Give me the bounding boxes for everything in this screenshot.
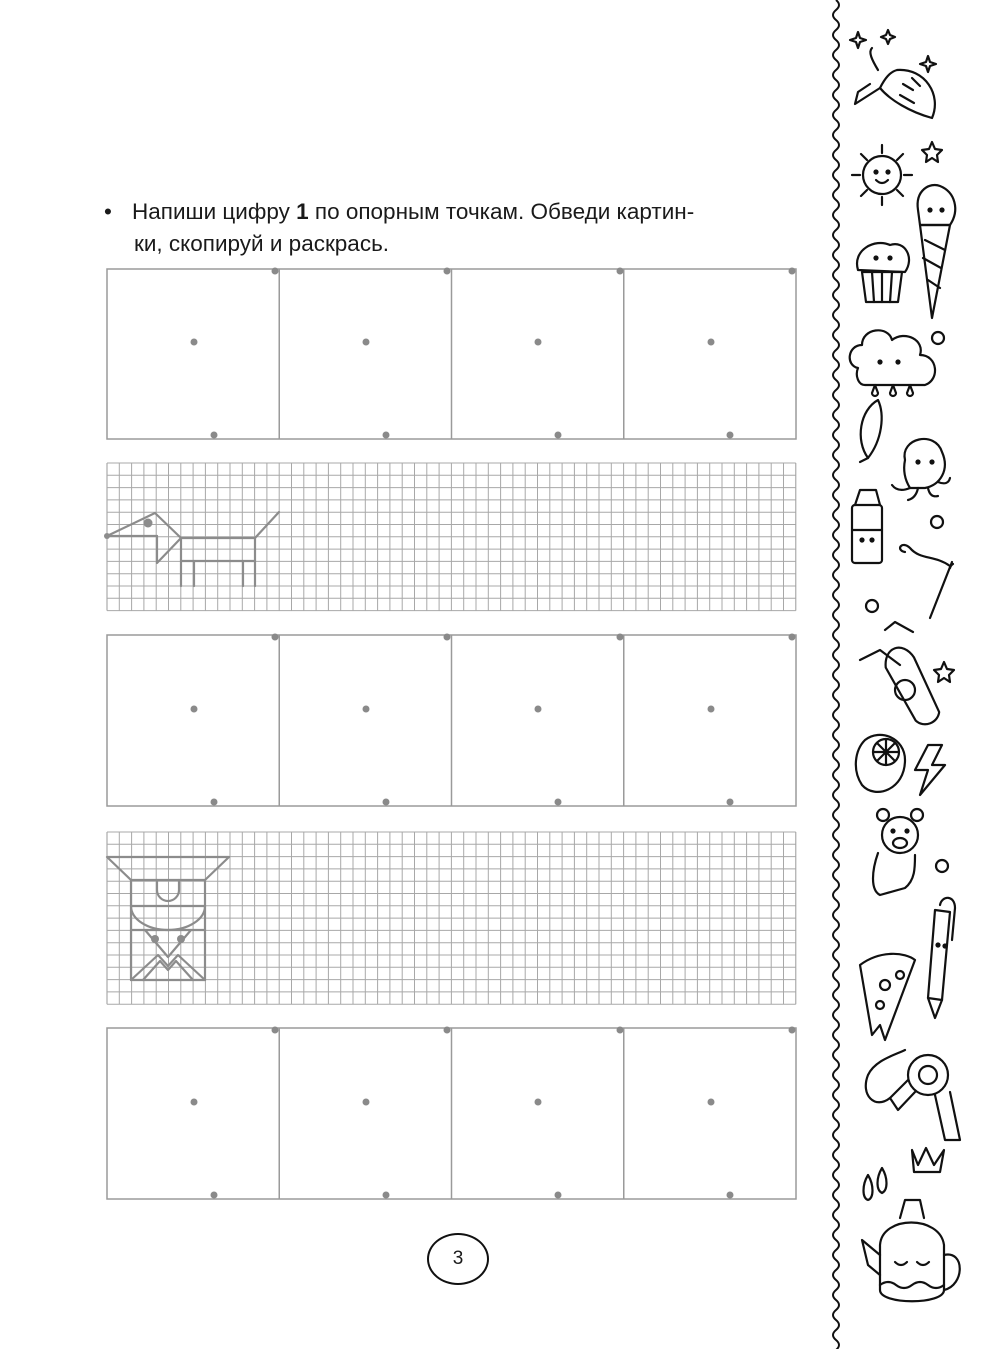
bear-icon bbox=[873, 809, 923, 895]
star-icon-2 bbox=[934, 662, 954, 682]
cloud-icon bbox=[850, 330, 935, 396]
reference-dots-row-2 bbox=[191, 634, 796, 806]
wavy-divider bbox=[833, 0, 839, 1349]
writing-row-2[interactable] bbox=[107, 635, 796, 806]
instruction-digit: 1 bbox=[296, 199, 309, 224]
teapot-icon bbox=[862, 1200, 960, 1301]
lightning-icon bbox=[915, 745, 945, 795]
crown-icon bbox=[912, 1148, 944, 1172]
page-number: 3 bbox=[427, 1233, 489, 1285]
reference-dots-row-1 bbox=[191, 268, 796, 439]
pen-icon bbox=[928, 898, 955, 1018]
octopus-icon bbox=[892, 439, 950, 500]
reference-dots-row-3 bbox=[191, 1027, 796, 1199]
sun-icon bbox=[852, 145, 912, 205]
decorative-border bbox=[818, 0, 1000, 1349]
star-icon bbox=[922, 142, 942, 162]
leaf-icon bbox=[860, 400, 882, 462]
rocket-icon bbox=[860, 622, 942, 731]
needle-icon bbox=[900, 545, 953, 618]
sparkle-icon bbox=[850, 30, 936, 72]
writing-row-3[interactable] bbox=[107, 1028, 796, 1199]
instruction-part1: Напиши цифру bbox=[132, 199, 297, 224]
glue-tube-icon bbox=[852, 490, 882, 563]
instruction-line2: ки, скопируй и раскрась. bbox=[134, 231, 390, 256]
instruction-part2: по опорным точкам. Обведи картин- bbox=[308, 199, 695, 224]
cupcake-icon bbox=[857, 243, 909, 302]
drops-icon bbox=[864, 1168, 887, 1200]
bullet: • bbox=[104, 199, 112, 224]
lemon-icon bbox=[856, 735, 905, 792]
hair-dryer-icon bbox=[866, 1050, 960, 1140]
writing-row-1[interactable] bbox=[107, 269, 796, 439]
ice-cream-icon bbox=[918, 185, 956, 318]
pizza-icon bbox=[860, 954, 915, 1040]
beet-icon bbox=[855, 48, 935, 118]
copy-grid-1[interactable] bbox=[107, 463, 796, 611]
